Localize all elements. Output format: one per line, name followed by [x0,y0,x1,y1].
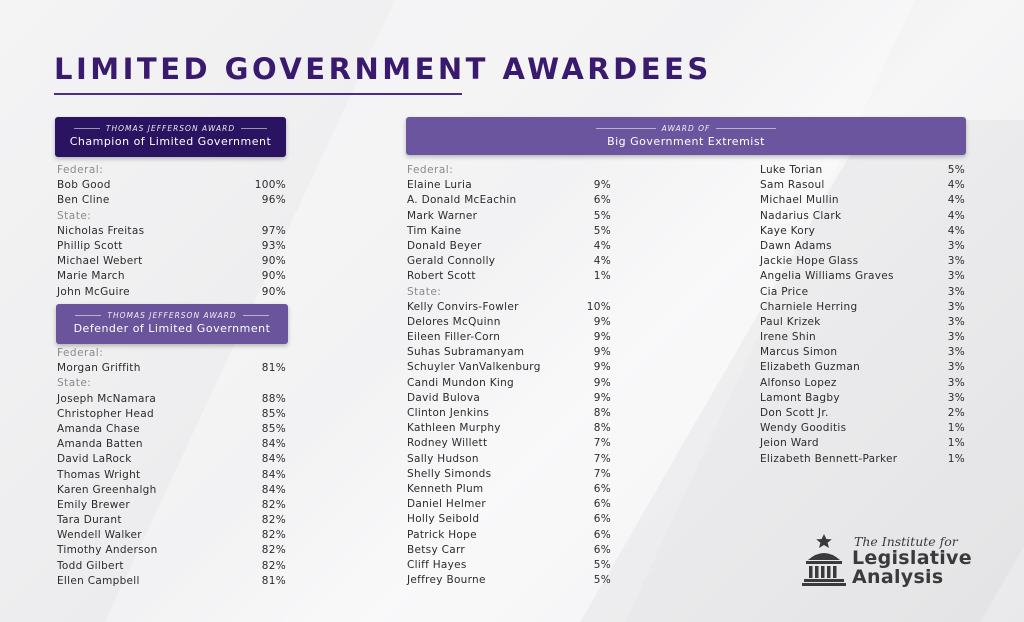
awardee-name: Nadarius Clark [760,209,842,222]
awardee-name: Candi Mundon King [407,376,515,389]
awardee-name: Sam Rasoul [760,179,825,192]
awardee-score: 3% [947,391,965,404]
awardee-score: 82% [261,514,286,527]
awardee-name: Wendy Gooditis [760,422,847,435]
awardee-row [407,315,611,330]
awardee-score: 9% [593,346,611,359]
page-title: LIMITED GOVERNMENT AWARDEES [54,52,712,86]
awardee-score: 6% [593,482,611,495]
awardee-score: 84% [261,468,286,481]
awardee-row [407,209,611,224]
awardee-row [57,361,286,376]
awardee-row [57,528,286,543]
awardee-score: 93% [261,239,286,252]
awardee-score: 3% [947,361,965,374]
awardee-score: 8% [593,407,611,419]
awardee-name: Don Scott Jr. [760,407,829,419]
awardee-name: Lamont Bagby [760,391,840,404]
awardee-row [57,468,286,483]
section-label-federal: Federal: [57,347,104,359]
awardee-score: 3% [947,376,965,389]
awardee-row [407,497,611,512]
awardee-row [760,391,965,406]
awardee-row [57,437,286,452]
awardee-score: 10% [586,300,611,313]
awardee-score: 1% [593,270,611,283]
logo-line3: Analysis [852,566,944,588]
awardee-row [407,452,611,467]
awardee-row [760,452,965,467]
awardee-score: 3% [947,255,965,268]
awardee-row [760,224,965,239]
awardee-score: 96% [261,194,286,207]
awardee-score: 4% [593,239,611,252]
awardee-row [407,269,611,284]
awardee-name: Karen Greenhalgh [57,483,157,496]
awardee-score: 1% [947,452,965,465]
award-kicker: AWARD OF [661,124,711,133]
awardee-score: 9% [593,376,611,389]
awardee-score: 5% [593,224,611,237]
awardee-row [760,406,965,421]
awardee-row [57,239,286,254]
awardee-name: Sally Hudson [407,452,479,465]
awardee-score: 3% [947,270,965,283]
awardee-row [407,573,611,588]
awardee-score: 7% [593,452,611,465]
awardee-score: 6% [593,543,611,556]
awardee-score: 9% [593,179,611,192]
awardee-score: 3% [947,331,965,344]
awardee-row [760,345,965,360]
awardee-score: 84% [261,438,286,451]
awardee-score: 8% [593,422,611,435]
awardee-name: Kaye Kory [760,224,816,237]
awardee-name: Daniel Helmer [407,498,486,511]
awardee-row [407,543,611,558]
awardee-name: Gerald Connolly [407,255,496,268]
awardee-score: 82% [261,544,286,557]
awardee-name: Jeffrey Bourne [407,574,486,587]
awardee-score: 85% [261,422,286,435]
awardee-name: Suhas Subramanyam [407,346,525,359]
awardee-row [407,345,611,360]
awardee-row [407,406,611,421]
awardee-name: Ellen Campbell [57,574,140,587]
awardee-score: 7% [593,467,611,480]
awardee-row [760,360,965,375]
awardee-name: Schuyler VanValkenburg [407,361,541,374]
awardee-score: 3% [947,300,965,313]
award-title: Big Government Extremist [607,135,765,148]
awardee-score: 90% [261,270,286,283]
awardee-score: 6% [593,498,611,511]
awardee-score: 4% [947,209,965,222]
awardee-score: 9% [593,391,611,404]
champion-award-header [55,117,286,157]
institute-logo [802,534,1002,590]
awardee-score: 81% [261,362,286,375]
awardee-name: A. Donald McEachin [407,194,517,207]
awardee-score: 4% [947,224,965,237]
section-label-state: State: [407,285,442,298]
awardee-score: 84% [261,483,286,496]
awardee-name: Elaine Luria [407,179,472,192]
awardee-name: Morgan Griffith [57,362,141,375]
awardee-name: Eileen Filler-Corn [407,331,501,344]
awardee-score: 100% [254,179,286,192]
awardee-row [407,376,611,391]
awardee-name: Todd Gilbert [57,559,124,572]
awardee-name: Kathleen Murphy [407,422,501,435]
awardee-row [407,421,611,436]
awardee-name: Thomas Wright [57,468,141,481]
awardee-name: Michael Mullin [760,194,839,207]
awardee-name: Delores McQuinn [407,315,501,328]
awardee-row [760,376,965,391]
awardee-row [57,193,286,208]
awardee-row [407,254,611,269]
awardee-row [760,315,965,330]
awardee-row [760,254,965,269]
awardee-row [57,392,286,407]
awardee-name: Amanda Chase [57,422,140,435]
awardee-name: Joseph McNamara [57,392,157,405]
awardee-name: Elizabeth Bennett-Parker [760,452,898,465]
awardee-name: Timothy Anderson [57,544,158,557]
awardee-name: Cliff Hayes [407,558,467,571]
awardee-row [407,178,611,193]
awardee-name: David Bulova [407,391,481,404]
awardee-name: Elizabeth Guzman [760,361,861,374]
awardee-score: 9% [593,315,611,328]
awardee-name: Paul Krizek [760,315,821,328]
awardee-row [407,558,611,573]
awardee-row [760,209,965,224]
awardee-name: Phillip Scott [57,239,123,252]
awardee-name: Marcus Simon [760,346,838,359]
awardee-name: Jeion Ward [760,437,819,450]
awardee-score: 82% [261,498,286,511]
awardee-score: 9% [593,331,611,344]
awardee-score: 6% [593,194,611,207]
award-kicker: THOMAS JEFFERSON AWARD [105,124,236,133]
awardee-row [57,452,286,467]
awardee-score: 82% [261,559,286,572]
awardee-row [57,254,286,269]
awardee-name: Irene Shin [760,331,816,344]
awardee-score: 6% [593,528,611,541]
awardee-row [57,498,286,513]
awardee-score: 2% [947,407,965,419]
awardee-score: 6% [593,513,611,526]
awardee-name: Angelia Williams Graves [760,270,894,283]
logo-line1: The Institute for [854,534,958,549]
awardee-row [57,422,286,437]
awardee-row [57,224,286,239]
awardee-name: Ben Cline [57,194,110,207]
awardee-name: Cia Price [760,285,809,298]
awardee-row [57,513,286,528]
awardee-score: 84% [261,453,286,466]
awardee-row [407,512,611,527]
awardee-score: 3% [947,315,965,328]
awardee-score: 1% [947,437,965,450]
awardee-row [57,543,286,558]
extremist-list-col2 [760,163,965,467]
section-label-state: State: [57,377,92,390]
awardee-row [57,178,286,193]
awardee-name: Alfonso Lopez [760,376,837,389]
awardee-row [57,574,286,589]
awardee-score: 3% [947,346,965,359]
awardee-row [760,269,965,284]
awardee-row [407,467,611,482]
awardee-name: Wendell Walker [57,529,142,542]
awardee-name: Bob Good [57,179,111,192]
awardee-name: Nicholas Freitas [57,224,145,237]
awardee-name: Jackie Hope Glass [760,255,859,268]
awardee-score: 85% [261,407,286,420]
award-kicker: THOMAS JEFFERSON AWARD [107,311,237,320]
awardee-row [407,482,611,497]
awardee-row [57,483,286,498]
awardee-row [760,285,965,300]
awardee-row [407,239,611,254]
awardee-name: Luke Torian [760,164,823,176]
awardee-name: Amanda Batten [57,438,143,451]
awardee-name: Tim Kaine [407,224,462,237]
awardee-score: 1% [947,422,965,435]
awardee-score: 81% [261,574,286,587]
section-label-federal: Federal: [407,164,454,176]
awardee-score: 82% [261,529,286,542]
awardee-row [57,269,286,284]
awardee-name: Marie March [57,270,125,283]
awardee-name: Patrick Hope [407,528,477,541]
awardee-score: 4% [947,194,965,207]
awardee-row [407,528,611,543]
awardee-name: Betsy Carr [407,543,466,556]
awardee-name: Clinton Jenkins [407,407,490,419]
awardee-score: 90% [261,255,286,268]
awardee-row [407,436,611,451]
awardee-name: Kelly Convirs-Fowler [407,300,519,313]
awardee-name: Rodney Willett [407,437,488,450]
awardee-score: 9% [593,361,611,374]
awardee-score: 4% [593,255,611,268]
extremist-list-col1 [407,163,611,588]
awardee-score: 88% [261,392,286,405]
awardee-row [760,436,965,451]
awardee-row [57,407,286,422]
awardee-row [760,239,965,254]
champion-list [57,163,286,300]
defender-award-header [56,304,288,344]
awardee-score: 3% [947,239,965,252]
awardee-row [407,391,611,406]
awardee-row [57,285,286,300]
awardee-row [760,193,965,208]
section-label-state: State: [57,209,92,222]
awardee-row [760,163,965,178]
awardee-name: Kenneth Plum [407,482,484,495]
awardee-score: 5% [593,209,611,222]
awardee-row [407,300,611,315]
awardee-row [407,360,611,375]
awardee-name: Donald Beyer [407,239,482,252]
awardee-name: Dawn Adams [760,239,832,252]
awardee-name: Michael Webert [57,255,143,268]
awardee-name: Emily Brewer [57,498,130,511]
awardee-name: John McGuire [57,285,130,298]
awardee-row [407,330,611,345]
awardee-name: Mark Warner [407,209,478,222]
awardee-row [407,224,611,239]
extremist-award-header [406,117,966,155]
awardee-score: 97% [261,224,286,237]
defender-list [57,346,286,589]
section-label-federal: Federal: [57,164,104,176]
awardee-name: Holly Seibold [407,513,480,526]
awardee-row [407,193,611,208]
awardee-name: Robert Scott [407,270,476,283]
award-title: Champion of Limited Government [69,135,272,148]
capitol-building-icon [802,534,850,586]
awardee-score: 5% [593,574,611,587]
awardee-name: Christopher Head [57,407,154,420]
awardee-name: Shelly Simonds [407,467,492,480]
awardee-score: 3% [947,285,965,298]
awardee-row [760,300,965,315]
award-title: Defender of Limited Government [73,322,271,335]
awardee-row [760,421,965,436]
awardee-score: 5% [593,558,611,571]
awardee-score: 5% [947,164,965,176]
awardee-row [760,178,965,193]
awardee-name: Tara Durant [57,514,122,527]
awardee-name: David LaRock [57,453,132,466]
awardee-row [57,559,286,574]
awardee-row [760,330,965,345]
awardee-score: 4% [947,179,965,192]
logo-line2: Legislative [852,547,972,569]
awardee-name: Charniele Herring [760,300,858,313]
title-underline [54,93,462,95]
awardee-score: 7% [593,437,611,450]
awardee-score: 90% [261,285,286,298]
